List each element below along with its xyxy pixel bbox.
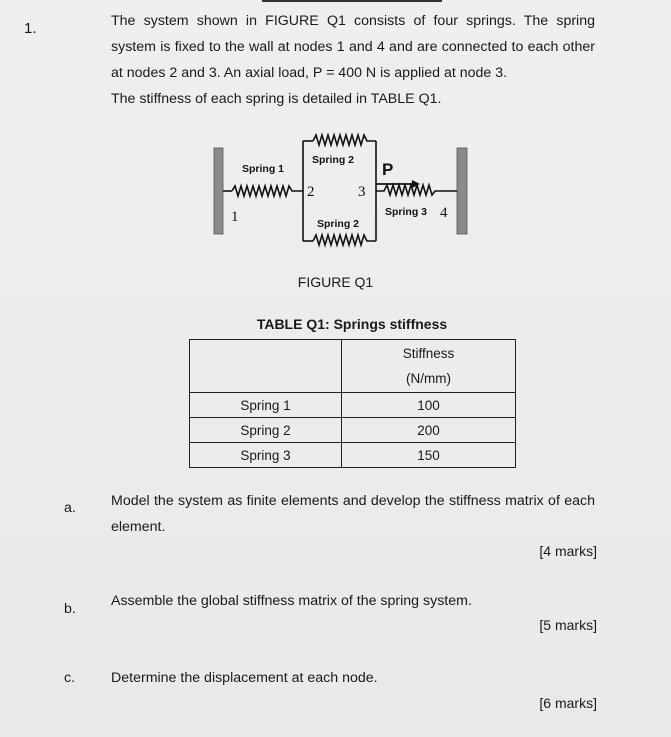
subquestion-c-marks: [6 marks] (539, 695, 597, 711)
subquestion-b-label: b. (64, 601, 76, 617)
subquestion-b-marks: [5 marks] (539, 617, 597, 633)
spring-system-figure (206, 128, 476, 273)
spring-2-top (313, 135, 376, 145)
load-label: P (382, 160, 394, 179)
subquestion-b-text: Assemble the global stiffness matrix of the spring system. (111, 593, 472, 609)
spring-name-cell: Spring 1 (190, 393, 342, 418)
node-1-label: 1 (231, 209, 239, 225)
intro-paragraph-2: The stiffness of each spring is detailed in TABLE Q1. (111, 91, 442, 107)
subquestion-a-marks: [4 marks] (539, 543, 597, 559)
subquestion-a-text: Model the system as finite elements and develop the stiffness matrix of each element. (111, 493, 595, 535)
spring-name-cell: Spring 3 (190, 443, 342, 468)
spring-3 (376, 185, 457, 195)
table-caption: TABLE Q1: Springs stiffness (256, 316, 448, 332)
subquestion-a-label: a. (64, 500, 76, 516)
intro-paragraph-1: The system shown in FIGURE Q1 consists of four springs. The spring system is fixed to the wall at nodes 1 and 4 and are connected to each other at nodes 2 and 3. An axial load, P = 400 N is applied at node 3. (111, 13, 595, 81)
stiffness-value-cell: 200 (342, 418, 516, 443)
spring-2-top-label: Spring 2 (312, 154, 355, 166)
header-rule (262, 0, 442, 2)
stiffness-value-cell: 100 (342, 393, 516, 418)
spring-2-bottom-label: Spring 2 (317, 218, 360, 230)
spring-2-bottom (313, 235, 376, 245)
question-number: 1. (24, 20, 37, 37)
figure-caption: FIGURE Q1 (297, 274, 374, 290)
header-stiffness-label: Stiffness (402, 346, 455, 361)
spring-name-cell: Spring 2 (190, 418, 342, 443)
spring-3-label: Spring 3 (385, 206, 428, 218)
subquestion-c-text: Determine the displacement at each node. (111, 670, 378, 686)
node-4-label: 4 (440, 205, 448, 221)
table-header-row (190, 340, 516, 393)
node-3-label: 3 (358, 184, 366, 200)
stiffness-value-cell: 150 (342, 443, 516, 468)
header-stiffness-cell (342, 340, 516, 393)
subquestion-c-label: c. (64, 670, 76, 686)
left-wall (214, 148, 223, 234)
question-intro (111, 8, 595, 112)
stiffness-table (189, 339, 516, 468)
spring-1 (232, 186, 303, 196)
header-stiffness-unit: (N/mm) (406, 371, 451, 386)
right-wall (457, 148, 467, 234)
table-row (190, 393, 516, 418)
spring-1-label: Spring 1 (242, 163, 285, 175)
table-row (190, 418, 516, 443)
header-spring-cell (190, 340, 342, 393)
table-row (190, 443, 516, 468)
node-2-label: 2 (307, 184, 315, 200)
